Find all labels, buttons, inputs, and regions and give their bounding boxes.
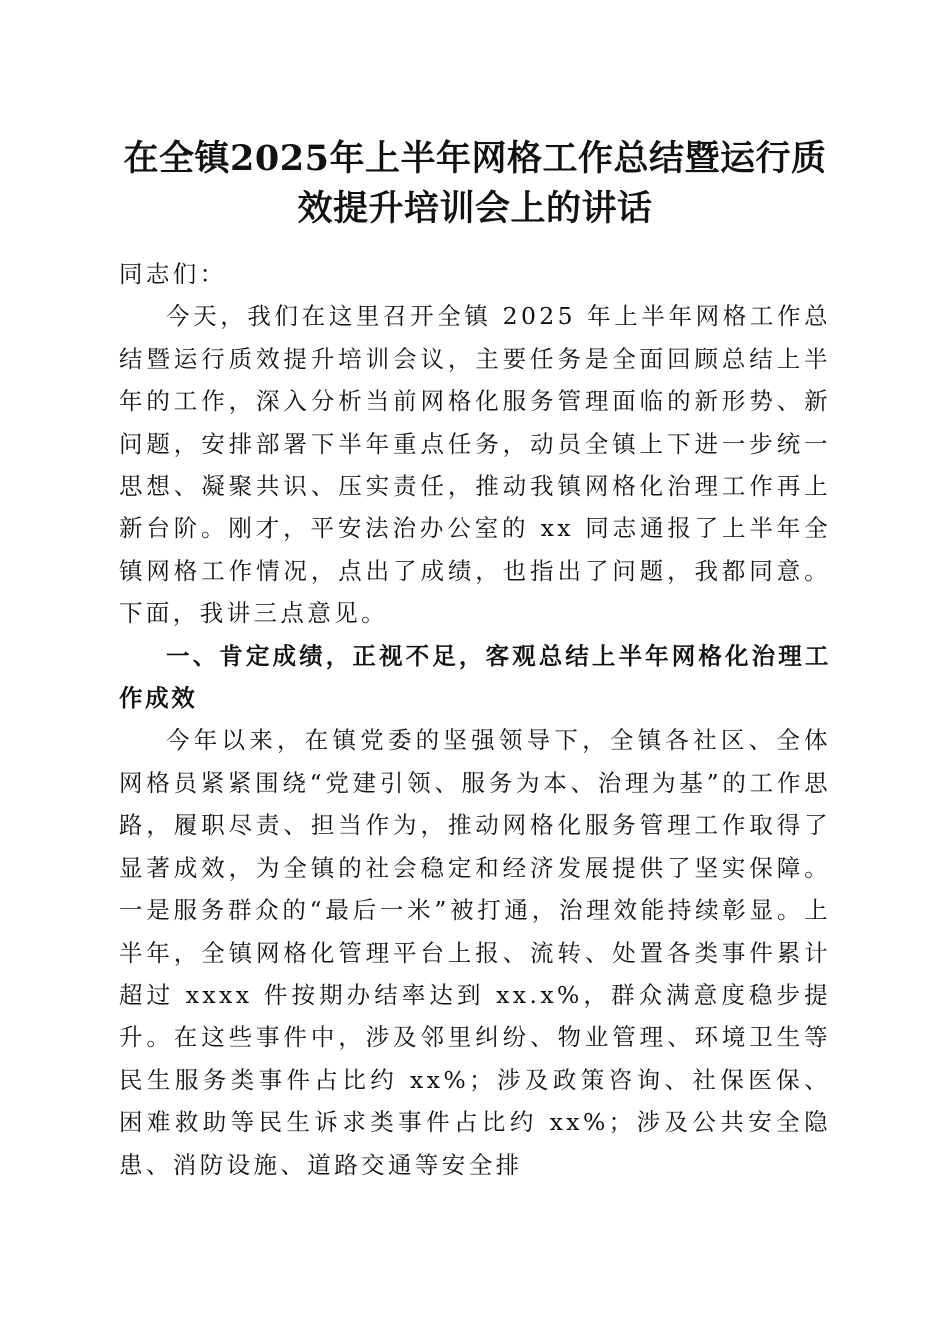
section-heading-1: 一、肯定成绩，正视不足，客观总结上半年网格化治理工作成效: [119, 641, 831, 713]
salutation: 同志们：: [119, 260, 227, 288]
paragraph-achievements: 今年以来，在镇党委的坚强领导下，全镇各社区、全体网格员紧紧围绕“党建引领、服务为本、治理为基”的工作思路，履职尽责、担当作为，推动网格化服务管理工作取得了显著成效，为全镇的社会稳定和经济发展提供了坚实保障。一是服务群众的“最后一米”被打通，治理效能持续彰显。上半年，全镇网格化管理平台上报、流转、处置各类事件累计超过 xxxx 件按期办结率达到 xx.x%，群众满意度稳步提升。在这些事件中，涉及邻里纠纷、物业管理、环境卫生等民生服务类事件占比约 xx%；涉及政策咨询、社保医保、困难救助等民生诉求类事件占比约 xx%；涉及公共安全隐患、消防设施、道路交通等安全排: [119, 726, 831, 1179]
title-line-2: 效提升培训会上的讲话: [297, 188, 653, 229]
title-line-1: 在全镇2025年上半年网格工作总结暨运行质: [123, 138, 827, 179]
document-body: [119, 253, 831, 1186]
document-title: [100, 134, 850, 234]
paragraph-opening: 今天，我们在这里召开全镇 2025 年上半年网格工作总结暨运行质效提升培训会议，主要任务是全面回顾总结上半年的工作，深入分析当前网格化服务管理面临的新形势、新问题，安排部署下半年重点任务，动员全镇上下进一步统一思想、凝聚共识、压实责任，推动我镇网格化治理工作再上新台阶。刚才，平安法治办公室的 xx 同志通报了上半年全镇网格工作情况，点出了成绩，也指出了问题，我都同意。下面，我讲三点意见。: [119, 302, 831, 628]
